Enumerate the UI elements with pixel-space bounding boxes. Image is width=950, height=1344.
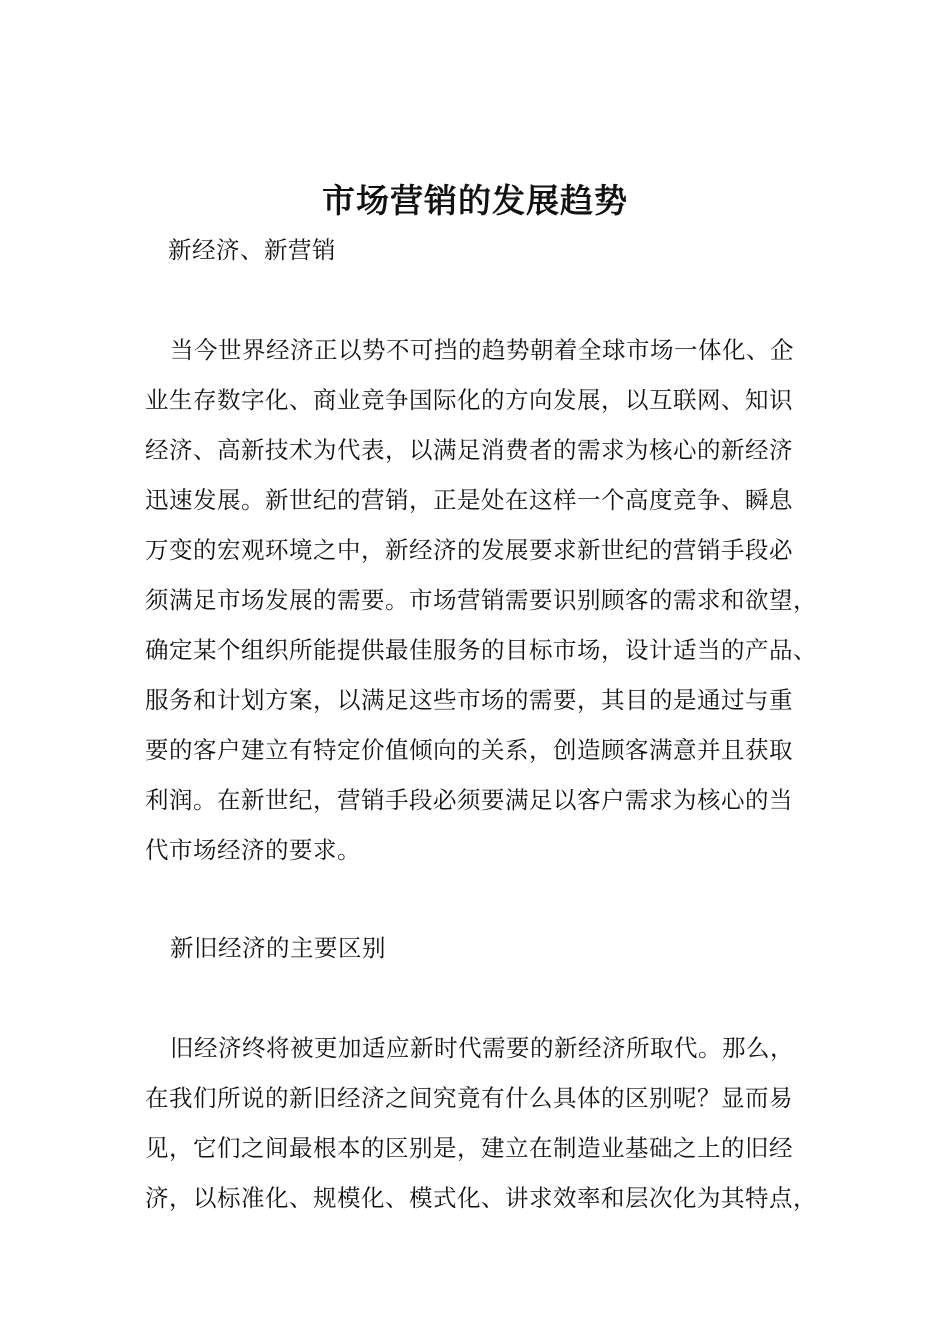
paragraph-line: 业生存数字化、商业竞争国际化的方向发展，以互联网、知识: [145, 386, 793, 414]
paragraph-line: 利润。在新世纪，营销手段必须要满足以客户需求为核心的当: [145, 786, 793, 814]
paragraph-line: 旧经济终将被更加适应新时代需要的新经济所取代。那么，: [170, 1034, 794, 1062]
paragraph-line: 在我们所说的新旧经济之间究竟有什么具体的区别呢？显而易: [145, 1084, 793, 1112]
paragraph-line: 当今世界经济正以势不可挡的趋势朝着全球市场一体化、企: [170, 336, 794, 364]
paragraph-line: 要的客户建立有特定价值倾向的关系，创造顾客满意并且获取: [145, 736, 793, 764]
paragraph-line: 迅速发展。新世纪的营销，正是处在这样一个高度竞争、瞬息: [145, 486, 793, 514]
paragraph-line: 须满足市场发展的需要。市场营销需要识别顾客的需求和欲望，: [145, 586, 817, 614]
paragraph-line: 济，以标准化、规模化、模式化、讲求效率和层次化为其特点，: [145, 1184, 817, 1212]
document-title: 市场营销的发展趋势: [322, 181, 628, 220]
paragraph-line: 见，它们之间最根本的区别是，建立在制造业基础之上的旧经: [145, 1134, 793, 1162]
paragraph-line: 万变的宏观环境之中，新经济的发展要求新世纪的营销手段必: [145, 536, 793, 564]
section-heading-new-economy: 新经济、新营销: [168, 236, 336, 264]
paragraph-line: 代市场经济的要求。: [145, 836, 361, 864]
section-heading-old-new-differences: 新旧经济的主要区别: [170, 934, 386, 962]
paragraph-line: 服务和计划方案，以满足这些市场的需要，其目的是通过与重: [145, 686, 793, 714]
paragraph-line: 经济、高新技术为代表，以满足消费者的需求为核心的新经济: [145, 436, 793, 464]
paragraph-line: 确定某个组织所能提供最佳服务的目标市场，设计适当的产品、: [145, 636, 817, 664]
